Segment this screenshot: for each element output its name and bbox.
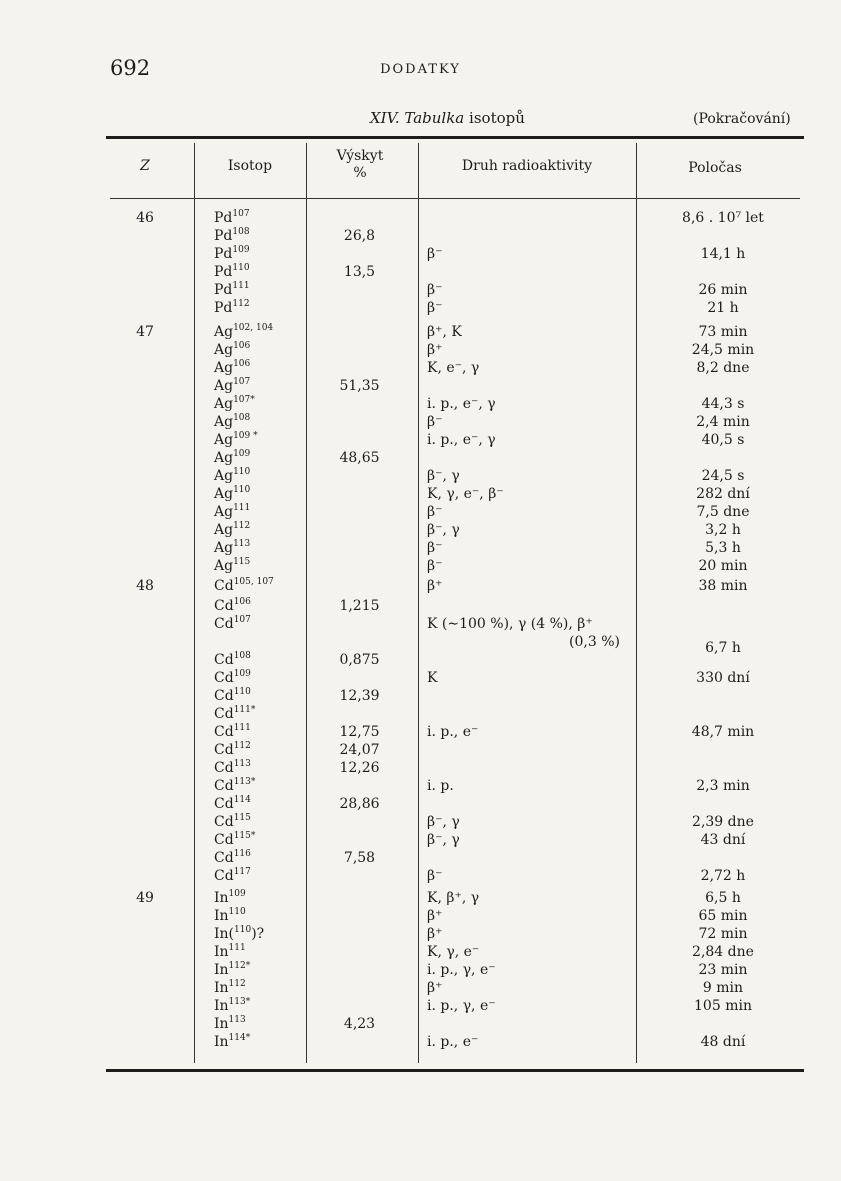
halflife-cell: 5,3 h (705, 540, 741, 556)
element-symbol: Ag (214, 558, 234, 574)
table-title-rest: isotopů (469, 109, 525, 127)
mass-number: 110 (232, 263, 250, 273)
element-symbol: In (214, 980, 229, 996)
element-symbol: In (214, 944, 229, 960)
element-symbol: Ag (214, 504, 234, 520)
isotope-cell (214, 540, 250, 556)
abundance-cell: 24,07 (339, 742, 380, 758)
isotope-cell (214, 980, 246, 996)
mass-number: 113 (228, 1015, 246, 1025)
halflife-cell: 23 min (698, 962, 748, 978)
mass-number: 113* (233, 777, 256, 787)
halflife-cell: 14,1 h (700, 246, 746, 262)
halflife-cell: 282 dní (696, 486, 750, 502)
element-symbol: Ag (214, 324, 234, 340)
page-number: 692 (110, 56, 151, 80)
decay-cell: K (∼100 %), γ (4 %), β⁺ (427, 616, 593, 632)
halflife-cell: 24,5 s (701, 468, 745, 484)
element-symbol: Ag (214, 360, 234, 376)
mass-number: 106 (233, 359, 251, 369)
isotope-cell (214, 616, 251, 632)
header-rule (110, 198, 800, 199)
decay-cell: i. p., e⁻, γ (427, 396, 496, 412)
table-title (370, 109, 525, 127)
halflife-cell: 2,72 h (700, 868, 746, 884)
decay-cell: β⁺ (427, 926, 443, 942)
decay-cell: i. p., γ, e⁻ (427, 962, 496, 978)
mass-number: 106 (233, 597, 251, 607)
element-symbol: In (214, 998, 229, 1014)
element-symbol: Cd (214, 814, 234, 830)
running-head: DODATKY (380, 62, 461, 77)
halflife-cell: 8,2 dne (696, 360, 750, 376)
halflife-cell: 38 min (698, 578, 748, 594)
mass-number: 108 (233, 413, 251, 423)
decay-cell: K, γ, e⁻ (427, 944, 480, 960)
mass-number: 107 (233, 377, 251, 387)
halflife-cell: 40,5 s (701, 432, 745, 448)
decay-cell: K, e⁻, γ (427, 360, 480, 376)
element-symbol: In (214, 908, 229, 924)
element-symbol: Cd (214, 760, 234, 776)
table-title-word: Tabulka (404, 109, 465, 127)
isotope-cell (214, 890, 246, 906)
decay-cell: β⁻ (427, 246, 443, 262)
isotope-cell (214, 926, 264, 942)
halflife-cell: 9 min (702, 980, 744, 996)
element-symbol: Cd (214, 706, 234, 722)
mass-number: 115 (233, 557, 251, 567)
mass-number: 112 (233, 521, 251, 531)
decay-cell: β⁺, K (427, 324, 462, 340)
decay-cell: β⁺ (427, 980, 443, 996)
mass-number: 109 * (233, 431, 258, 441)
mass-number: 109 (233, 669, 251, 679)
element-symbol: Pd (214, 228, 233, 244)
decay-cell: i. p., e⁻ (427, 724, 479, 740)
decay-cell: β⁻ (427, 300, 443, 316)
halflife-cell: 24,5 min (691, 342, 755, 358)
decay-cell: β⁻ (427, 282, 443, 298)
mass-number: 109 (232, 245, 250, 255)
isotope-cell (214, 778, 255, 794)
halflife-cell: 26 min (698, 282, 748, 298)
mass-number: 108 (232, 227, 250, 237)
decay-cell: K, γ, e⁻, β⁻ (427, 486, 504, 502)
halflife-cell: 330 dní (696, 670, 750, 686)
mass-number: 111 (233, 503, 251, 513)
continuation-note: (Pokračování) (693, 111, 791, 127)
mass-number: 114* (228, 1033, 251, 1043)
element-symbol: Cd (214, 724, 234, 740)
mass-number: 107* (233, 395, 255, 405)
mass-number: 108 (233, 651, 251, 661)
halflife-cell: 48,7 min (691, 724, 755, 740)
halflife-cell: 105 min (694, 998, 752, 1014)
element-symbol: Pd (214, 300, 233, 316)
halflife-cell: 73 min (698, 324, 748, 340)
decay-cell: β⁻ (427, 414, 443, 430)
halflife-cell: 43 dní (700, 832, 746, 848)
mass-number: 110 (233, 485, 251, 495)
abundance-cell: 12,26 (339, 760, 380, 776)
element-symbol: Ag (214, 432, 234, 448)
mass-number: 114 (233, 795, 251, 805)
isotope-cell (214, 282, 250, 298)
halflife-cell: 2,39 dne (692, 814, 754, 830)
element-symbol: Pd (214, 246, 233, 262)
isotope-suffix: )? (251, 926, 265, 942)
header-isotope: Isotop (227, 158, 273, 174)
decay-cell: K, β⁺, γ (427, 890, 480, 906)
decay-cell: i. p. (427, 778, 454, 794)
element-symbol: Ag (214, 378, 234, 394)
halflife-cell: 20 min (698, 558, 748, 574)
isotope-cell (214, 908, 246, 924)
element-symbol: Cd (214, 778, 234, 794)
z-cell: 49 (136, 890, 154, 906)
isotope-cell (214, 468, 250, 484)
halflife-cell: 21 h (707, 300, 739, 316)
halflife-cell: 72 min (698, 926, 748, 942)
mass-number: 113* (228, 997, 251, 1007)
header-abundance-line2: % (353, 165, 367, 181)
element-symbol: Pd (214, 264, 233, 280)
decay-cell: β⁺ (427, 908, 443, 924)
element-symbol: Ag (214, 450, 234, 466)
halflife-cell: 2,4 min (696, 414, 750, 430)
table-title-roman: XIV. (370, 109, 400, 127)
isotope-cell (214, 944, 246, 960)
element-symbol: Cd (214, 796, 234, 812)
isotope-cell (214, 598, 251, 614)
isotope-cell (214, 414, 250, 430)
decay-cell: β⁻ (427, 558, 443, 574)
abundance-cell: 7,58 (343, 850, 376, 866)
element-symbol: Pd (214, 282, 233, 298)
halflife-cell: 3,2 h (705, 522, 741, 538)
isotope-cell (214, 432, 258, 448)
isotope-cell (214, 450, 250, 466)
mass-number: 106 (233, 341, 251, 351)
mass-number: 110 (233, 687, 251, 697)
mass-number: 115 (233, 813, 251, 823)
element-symbol: Ag (214, 522, 234, 538)
element-symbol: Ag (214, 342, 234, 358)
mass-number: 113 (233, 759, 251, 769)
isotope-cell (214, 670, 251, 686)
mass-number: 112 (232, 299, 250, 309)
mass-number: 109 (228, 889, 246, 899)
z-cell: 46 (136, 210, 154, 226)
decay-cell: i. p., e⁻, γ (427, 432, 496, 448)
isotope-cell (214, 1016, 246, 1032)
mass-number: 107 (233, 615, 251, 625)
mass-number: 112 (233, 741, 251, 751)
abundance-cell: 51,35 (339, 378, 380, 394)
isotope-cell (214, 688, 251, 704)
mass-number: 111 (233, 723, 251, 733)
isotope-cell (214, 998, 250, 1014)
element-symbol: Cd (214, 670, 234, 686)
element-symbol: Ag (214, 414, 234, 430)
element-symbol: In (214, 1034, 229, 1050)
isotope-cell (214, 396, 255, 412)
decay-cell: β⁻, γ (427, 832, 460, 848)
decay-cell: β⁻ (427, 540, 443, 556)
column-divider (194, 143, 195, 1063)
decay-cell: β⁻, γ (427, 522, 460, 538)
element-symbol: Cd (214, 598, 234, 614)
isotope-cell (214, 1034, 250, 1050)
abundance-cell: 13,5 (343, 264, 376, 280)
isotope-cell (214, 652, 251, 668)
isotope-cell (214, 228, 250, 244)
element-symbol: Cd (214, 578, 234, 594)
abundance-cell: 0,875 (339, 652, 380, 668)
element-symbol: Cd (214, 850, 234, 866)
mass-number: 109 (233, 449, 251, 459)
isotope-cell (214, 814, 251, 830)
element-symbol: Cd (214, 688, 234, 704)
halflife-cell: 7,5 dne (696, 504, 750, 520)
element-symbol: Ag (214, 396, 234, 412)
mass-number: 111 (228, 943, 246, 953)
mass-number: 110 (234, 925, 252, 935)
abundance-cell: 12,39 (339, 688, 380, 704)
element-symbol: Ag (214, 486, 234, 502)
abundance-cell: 28,86 (339, 796, 380, 812)
decay-cell: β⁺ (427, 342, 443, 358)
header-abundance (310, 148, 410, 182)
isotope-cell (214, 504, 250, 520)
isotope-cell (214, 360, 250, 376)
isotope-cell (214, 742, 251, 758)
element-symbol: Ag (214, 540, 234, 556)
isotope-cell (214, 300, 250, 316)
z-cell: 47 (136, 324, 154, 340)
element-symbol: In (214, 890, 229, 906)
isotope-cell (214, 378, 250, 394)
element-symbol: Cd (214, 616, 234, 632)
isotope-cell (214, 210, 250, 226)
halflife-cell: 2,3 min (696, 778, 750, 794)
decay-cell: β⁻, γ (427, 468, 460, 484)
abundance-cell: 12,75 (339, 724, 380, 740)
header-halflife: Poločas (688, 160, 742, 176)
column-divider (306, 143, 307, 1063)
decay-cell: β⁻ (427, 504, 443, 520)
decay-cell: i. p., e⁻ (427, 1034, 479, 1050)
decay-continuation: (0,3 %) (569, 634, 620, 650)
header-abundance-line1: Výskyt (336, 148, 384, 164)
abundance-cell: 4,23 (343, 1016, 376, 1032)
halflife-cell: 8,6 . 10⁷ let (682, 210, 764, 226)
mass-number: 117 (233, 867, 251, 877)
isotope-cell (214, 342, 250, 358)
decay-cell: i. p., γ, e⁻ (427, 998, 496, 1014)
halflife-cell: 2,84 dne (692, 944, 754, 960)
isotope-cell (214, 706, 255, 722)
isotope-cell (214, 832, 255, 848)
isotope-cell (214, 558, 250, 574)
isotope-cell (214, 578, 274, 594)
decay-cell: β⁺ (427, 578, 443, 594)
mass-number: 105, 107 (233, 577, 274, 587)
abundance-cell: 1,215 (339, 598, 380, 614)
decay-cell: β⁻ (427, 868, 443, 884)
decay-cell: β⁻, γ (427, 814, 460, 830)
mass-number: 110 (228, 907, 246, 917)
element-symbol: Cd (214, 832, 234, 848)
element-symbol: In (214, 962, 229, 978)
element-symbol: Cd (214, 742, 234, 758)
mass-number: 102, 104 (233, 323, 274, 333)
z-cell: 48 (136, 578, 154, 594)
isotope-cell (214, 246, 250, 262)
isotope-cell (214, 324, 273, 340)
abundance-cell: 48,65 (339, 450, 380, 466)
header-decay: Druh radioaktivity (461, 158, 593, 174)
element-symbol: Ag (214, 468, 234, 484)
isotope-cell (214, 486, 250, 502)
isotope-cell (214, 868, 251, 884)
header-z: Z (140, 158, 150, 174)
isotope-cell (214, 724, 251, 740)
mass-number: 110 (233, 467, 251, 477)
isotope-cell (214, 760, 251, 776)
abundance-cell: 26,8 (343, 228, 376, 244)
halflife-cell: 65 min (698, 908, 748, 924)
halflife-cell: 6,5 h (705, 890, 741, 906)
element-symbol: In( (214, 926, 235, 942)
mass-number: 111* (233, 705, 256, 715)
isotope-cell (214, 264, 250, 280)
element-symbol: Pd (214, 210, 233, 226)
element-symbol: Cd (214, 652, 234, 668)
isotope-cell (214, 796, 251, 812)
decay-cell: K (427, 670, 438, 686)
isotope-cell (214, 850, 251, 866)
isotope-cell (214, 962, 250, 978)
halflife-cell: 44,3 s (701, 396, 745, 412)
mass-number: 111 (232, 281, 250, 291)
mass-number: 112* (228, 961, 251, 971)
element-symbol: In (214, 1016, 229, 1032)
mass-number: 116 (233, 849, 251, 859)
mass-number: 107 (232, 209, 250, 219)
column-divider (636, 143, 637, 1063)
mass-number: 113 (233, 539, 251, 549)
column-divider (418, 143, 419, 1063)
mass-number: 112 (228, 979, 246, 989)
mass-number: 115* (233, 831, 256, 841)
halflife-cell: 48 dní (700, 1034, 746, 1050)
isotope-cell (214, 522, 250, 538)
halflife-cell: 6,7 h (705, 640, 741, 656)
element-symbol: Cd (214, 868, 234, 884)
